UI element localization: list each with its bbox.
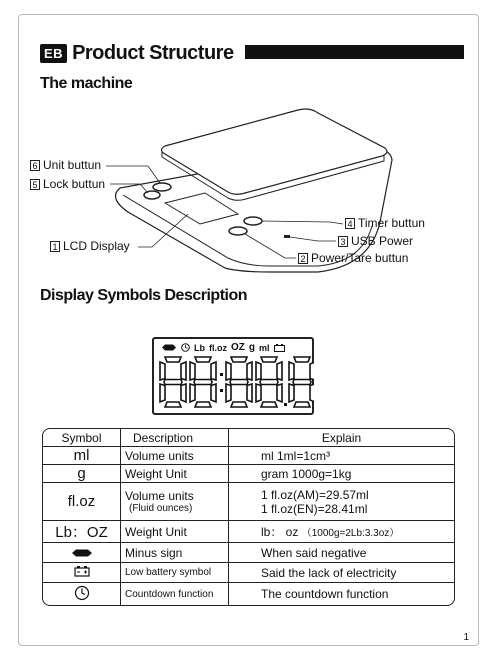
lcd-lb-indicator: Lb bbox=[194, 342, 205, 353]
lcd-segment bbox=[289, 362, 294, 380]
explain-cell: ml 1ml=1cm³ bbox=[229, 447, 454, 465]
description-cell: Minus sign bbox=[121, 543, 229, 563]
explain-cell: lb： oz （1000g=2Lb:3.3oz） bbox=[229, 521, 454, 543]
symbols-table bbox=[42, 428, 455, 606]
minus-sign-icon bbox=[161, 344, 177, 351]
lcd-segment bbox=[260, 380, 278, 385]
language-badge: EB bbox=[40, 44, 67, 63]
table-row bbox=[43, 583, 454, 605]
lcd-segment bbox=[294, 357, 310, 362]
label-lock-button: 5 Lock buttun bbox=[30, 177, 105, 191]
symbol-cell: Lb：OZ bbox=[43, 521, 121, 543]
lcd-segment bbox=[211, 362, 216, 380]
lcd-segment bbox=[247, 362, 252, 380]
col-header-description: Description bbox=[121, 429, 229, 447]
lcd-segment bbox=[226, 362, 231, 380]
lcd-segment bbox=[289, 384, 294, 402]
lcd-segment bbox=[160, 384, 165, 402]
lcd-segment bbox=[194, 380, 212, 385]
explain-cell: When said negative bbox=[229, 543, 454, 563]
lcd-segment bbox=[181, 362, 186, 380]
lcd-segment bbox=[230, 380, 248, 385]
symbol-cell: fl.oz bbox=[43, 483, 121, 521]
table-row bbox=[43, 521, 454, 543]
battery-icon bbox=[74, 565, 90, 577]
label-lcd-display: 1 LCD Display bbox=[50, 239, 130, 253]
lcd-segment bbox=[165, 357, 181, 362]
table-row bbox=[43, 543, 454, 563]
description-cell: Weight Unit bbox=[121, 465, 229, 483]
lcd-indicator-row bbox=[161, 342, 285, 353]
section-title-machine: The machine bbox=[40, 75, 133, 92]
label-unit-button: 6 Unit buttun bbox=[30, 158, 101, 172]
lcd-segment bbox=[231, 402, 247, 407]
clock-icon bbox=[74, 585, 90, 601]
page-title: Product Structure bbox=[72, 41, 234, 64]
lcd-floz-indicator: fl.oz bbox=[209, 342, 227, 353]
table-header-row bbox=[43, 429, 454, 447]
description-cell: Countdown function bbox=[121, 583, 229, 605]
symbol-cell bbox=[43, 563, 121, 583]
explain-cell: Said the lack of electricity bbox=[229, 563, 454, 583]
symbol-cell bbox=[43, 543, 121, 563]
lcd-segment bbox=[294, 402, 310, 407]
label-timer-button: 4 Timer buttun bbox=[345, 216, 425, 230]
symbol-cell: ml bbox=[43, 447, 121, 465]
lcd-segment bbox=[247, 384, 252, 402]
lcd-segment bbox=[310, 384, 314, 402]
lcd-seven-segment-digits bbox=[156, 355, 314, 413]
lcd-segment bbox=[190, 362, 195, 380]
section-title-display: Display Symbols Description bbox=[40, 287, 248, 304]
lcd-segment bbox=[261, 357, 277, 362]
battery-icon bbox=[274, 344, 285, 352]
description-cell: Weight Unit bbox=[121, 521, 229, 543]
explain-cell: gram 1000g=1kg bbox=[229, 465, 454, 483]
lcd-segment bbox=[256, 362, 261, 380]
lcd-segment bbox=[256, 384, 261, 402]
lcd-segment bbox=[195, 402, 211, 407]
clock-icon bbox=[181, 343, 190, 352]
table-row bbox=[43, 465, 454, 483]
minus-sign-icon bbox=[71, 549, 93, 557]
lcd-colon-dot bbox=[220, 389, 223, 392]
lcd-segment bbox=[190, 384, 195, 402]
lcd-decimal-dot bbox=[284, 403, 287, 406]
lcd-segment bbox=[277, 362, 282, 380]
lcd-g-indicator: g bbox=[248, 342, 255, 353]
lcd-display-diagram bbox=[152, 337, 314, 415]
lcd-colon-dot bbox=[220, 373, 223, 376]
lcd-segment bbox=[293, 380, 311, 385]
description-cell: Low battery symbol bbox=[121, 563, 229, 583]
col-header-explain: Explain bbox=[229, 429, 454, 447]
label-power-tare-button: 2 Power/Tare buttun bbox=[298, 251, 408, 265]
lcd-segment bbox=[310, 362, 314, 380]
lcd-segment bbox=[226, 384, 231, 402]
lcd-segment bbox=[277, 384, 282, 402]
description-cell: Volume units (Fluid ounces) bbox=[121, 483, 229, 521]
table-row bbox=[43, 447, 454, 465]
lcd-oz-indicator: OZ bbox=[231, 342, 245, 353]
table-row bbox=[43, 483, 454, 521]
lcd-segment bbox=[195, 357, 211, 362]
lcd-segment bbox=[164, 380, 182, 385]
table-row bbox=[43, 563, 454, 583]
page-number: 1 bbox=[463, 632, 469, 643]
lcd-segment bbox=[181, 384, 186, 402]
symbol-cell bbox=[43, 583, 121, 605]
explain-cell: 1 fl.oz(AM)=29.57ml 1 fl.oz(EN)=28.41ml bbox=[229, 483, 454, 521]
description-cell: Volume units bbox=[121, 447, 229, 465]
col-header-symbol: Symbol bbox=[43, 429, 121, 447]
lcd-segment bbox=[165, 402, 181, 407]
lcd-segment bbox=[231, 357, 247, 362]
explain-cell: The countdown function bbox=[261, 587, 389, 601]
lcd-segment bbox=[261, 402, 277, 407]
lcd-segment bbox=[160, 362, 165, 380]
label-usb-power: 3 USB Power bbox=[338, 234, 413, 248]
lcd-ml-indicator: ml bbox=[259, 342, 270, 353]
symbol-cell: g bbox=[43, 465, 121, 483]
lcd-segment bbox=[211, 384, 216, 402]
